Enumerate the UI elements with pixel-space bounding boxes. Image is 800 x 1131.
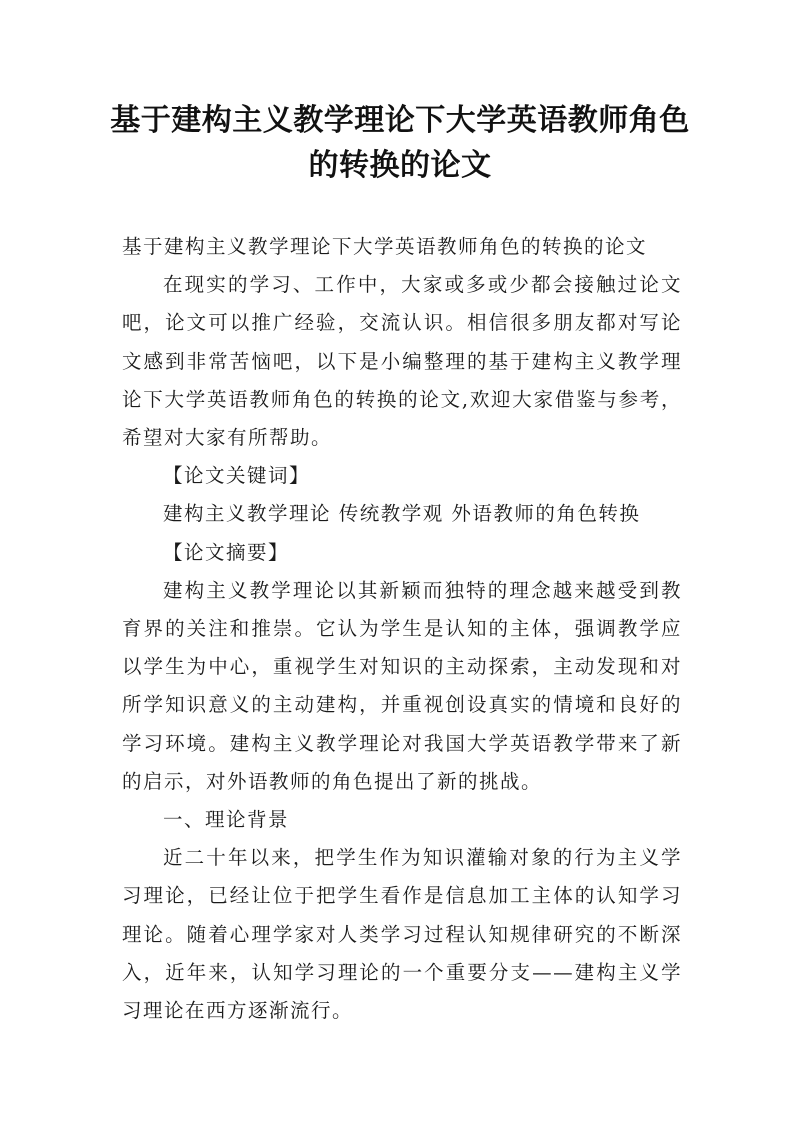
intro-title-line: 基于建构主义教学理论下大学英语教师角色的转换的论文: [122, 235, 648, 258]
keywords-heading: 【论文关键词】: [163, 464, 311, 488]
abstract-paragraph: 建构主义教学理论以其新颖而独特的理念越来越受到教育界的关注和推崇。它认为学生是认知的主体，强调教学应以学生为中心，重视学生对知识的主动探索，主动发现和对所学知识意义的主动建构，并重视创设真实的情境和良好的学习环境。建构主义教学理论对我国大学英语教学带来了新的启示，对外语教师的角色提出了新的挑战。: [122, 578, 682, 793]
abstract-heading: 【论文摘要】: [163, 540, 290, 564]
document-body: [122, 228, 682, 1030]
theory-background-paragraph: 近二十年以来，把学生作为知识灌输对象的行为主义学习理论，已经让位于把学生看作是信息加工主体的认知学习理论。随着心理学家对人类学习过程认知规律研究的不断深入，近年来，认知学习理论的一个重要分支——建构主义学习理论在西方逐渐流行。: [122, 846, 682, 1023]
section-heading-theory-background: 一、理论背景: [163, 808, 290, 832]
intro-paragraph: 在现实的学习、工作中，大家或多或少都会接触过论文吧，论文可以推广经验，交流认识。相信很多朋友都对写论文感到非常苦恼吧，以下是小编整理的基于建构主义教学理论下大学英语教师角色的转换的论文,欢迎大家借鉴与参考，希望对大家有所帮助。: [122, 273, 682, 450]
keywords-text: 建构主义教学理论 传统教学观 外语教师的角色转换: [163, 502, 641, 526]
document-title: 基于建构主义教学理论下大学英语教师角色的转换的论文: [110, 103, 690, 183]
